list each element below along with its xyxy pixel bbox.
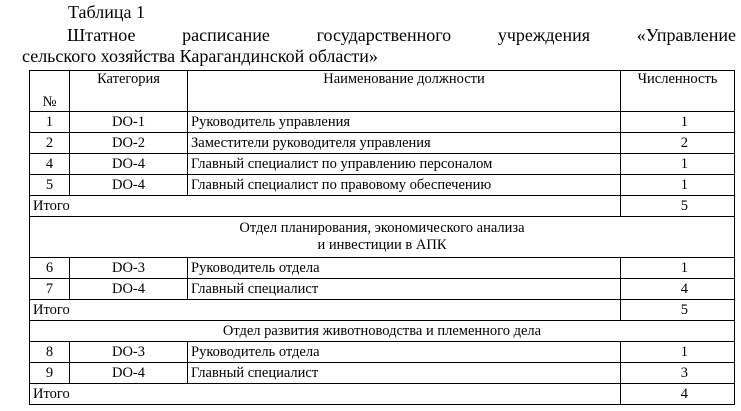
cell-category: DO-4 [70, 154, 188, 175]
cell-position: Руководитель управления [188, 112, 621, 133]
cell-count: 4 [621, 279, 735, 300]
total-row [30, 384, 735, 405]
cell-num: 5 [30, 175, 70, 196]
cell-count: 2 [621, 133, 735, 154]
staffing-table [29, 70, 735, 405]
cell-count: 3 [621, 363, 735, 384]
table-body [30, 112, 735, 405]
cell-num: 6 [30, 258, 70, 279]
section-row [30, 321, 735, 342]
cell-num: 2 [30, 133, 70, 154]
cell-count: 1 [621, 342, 735, 363]
cell-category: DO-4 [70, 279, 188, 300]
cell-position: Руководитель отдела [188, 258, 621, 279]
cell-position: Главный специалист по правовому обеспечению [188, 175, 621, 196]
table-row [30, 363, 735, 384]
table-row [30, 175, 735, 196]
table-row [30, 342, 735, 363]
total-row [30, 196, 735, 217]
cell-count: 1 [621, 258, 735, 279]
cell-count: 1 [621, 175, 735, 196]
header-row [30, 71, 735, 112]
cell-category: DO-4 [70, 363, 188, 384]
table-row [30, 279, 735, 300]
header-category: Категория [70, 71, 188, 112]
section-row [30, 217, 735, 258]
cell-num: 9 [30, 363, 70, 384]
cell-position: Заместители руководителя управления [188, 133, 621, 154]
cell-category: DO-2 [70, 133, 188, 154]
total-value: 5 [621, 196, 735, 217]
header-count: Численность [621, 71, 735, 112]
table-header [30, 71, 735, 112]
cell-category: DO-3 [70, 342, 188, 363]
table-row [30, 112, 735, 133]
table-row [30, 154, 735, 175]
cell-num: 1 [30, 112, 70, 133]
cell-position: Главный специалист [188, 363, 621, 384]
cell-position: Главный специалист по управлению персоналом [188, 154, 621, 175]
total-row [30, 300, 735, 321]
document-heading [22, 25, 736, 67]
table-caption: Таблица 1 [68, 2, 145, 22]
cell-category: DO-3 [70, 258, 188, 279]
table-row [30, 133, 735, 154]
cell-category: DO-1 [70, 112, 188, 133]
total-label: Итого [30, 196, 621, 217]
cell-count: 1 [621, 112, 735, 133]
header-position: Наименование должности [188, 71, 621, 112]
cell-category: DO-4 [70, 175, 188, 196]
header-num: № [30, 71, 70, 112]
section-title-line-2: и инвестиции в АПК [317, 237, 447, 253]
section-title [30, 217, 735, 258]
section-title: Отдел развития животноводства и племенного дела [30, 321, 735, 342]
section-title-line-1: Отдел планирования, экономического анализа [239, 220, 525, 236]
cell-position: Главный специалист [188, 279, 621, 300]
total-value: 4 [621, 384, 735, 405]
cell-num: 7 [30, 279, 70, 300]
cell-count: 1 [621, 154, 735, 175]
total-label: Итого [30, 300, 621, 321]
cell-position: Руководитель отдела [188, 342, 621, 363]
heading-line-2: сельского хозяйства Карагандинской области» [22, 46, 378, 66]
table-row [30, 258, 735, 279]
total-value: 5 [621, 300, 735, 321]
heading-line-1: Штатное расписание государственного учреждения «Управление [67, 25, 736, 45]
total-label: Итого [30, 384, 621, 405]
cell-num: 4 [30, 154, 70, 175]
cell-num: 8 [30, 342, 70, 363]
